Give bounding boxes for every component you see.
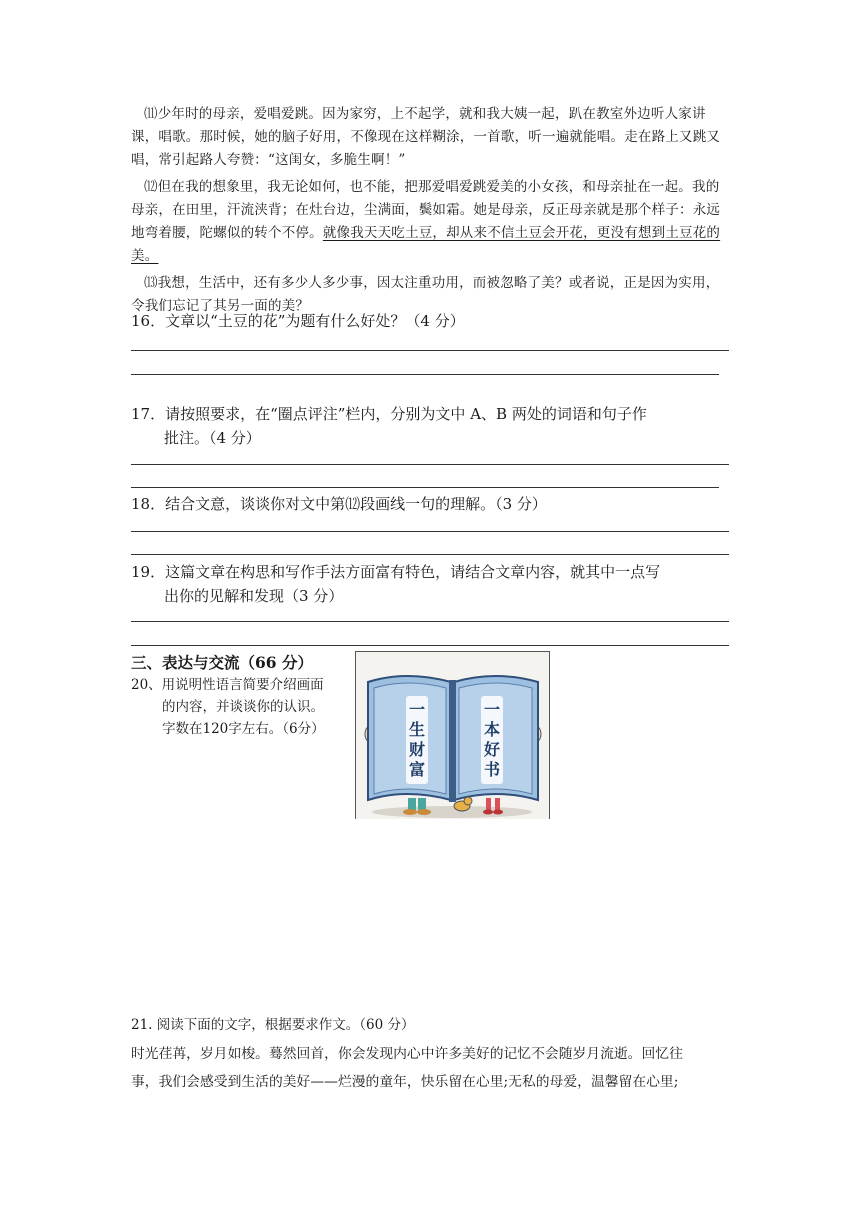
answer-line [131, 621, 729, 622]
question-16: 16．文章以“土豆的花”为题有什么好处？（4 分） [131, 312, 465, 330]
question-20 [131, 674, 351, 740]
left-page-text: 一生财富 [408, 700, 425, 779]
book-illustration-svg [356, 652, 549, 819]
answer-line [131, 464, 729, 465]
answer-line [131, 350, 729, 351]
question-20-line1: 20、用说明性语言简要介绍画面 [131, 677, 324, 693]
question-17 [131, 402, 741, 450]
book-illustration [355, 651, 550, 819]
question-21-line1: 时光荏苒，岁月如梭。蓦然回首，你会发现内心中许多美好的记忆不会随岁月流逝。回忆往 [131, 1046, 683, 1062]
question-19-line1: 19．这篇文章在构思和写作手法方面富有特色，请结合文章内容，就其中一点写 [131, 563, 661, 581]
question-18: 18．结合文意，谈谈你对文中第⑿段画线一句的理解。（3 分） [131, 495, 547, 513]
question-19-line2: 出你的见解和发现（3 分） [164, 587, 344, 605]
question-17-line1: 17．请按照要求，在“圈点评注”栏内，分别为文中 A、B 两处的词语和句子作 [131, 405, 647, 423]
question-19 [131, 560, 741, 608]
question-17-line2: 批注。（4 分） [164, 429, 261, 447]
question-21-title: 21. 阅读下面的文字，根据要求作文。（60 分） [131, 1017, 415, 1033]
section-3-heading: 三、表达与交流（66 分） [131, 653, 313, 672]
answer-line [131, 554, 729, 555]
paragraph-13: ⒀我想，生活中，还有多少人多少事，因太注重功用，而被忽略了美？或者说，正是因为实用，令我们忘记了其另一面的美？ [131, 275, 720, 314]
answer-line [131, 487, 719, 488]
right-page-text: 一本好书 [483, 700, 500, 779]
question-20-line2: 的内容，并谈谈你的认识。 [162, 699, 324, 715]
answer-line [131, 374, 719, 375]
paragraph-12-underlined-sentence: 就像我天天吃土豆，却从来不信土豆会开花，更没有想到土豆花的美。 [131, 225, 721, 264]
question-21-prompt [131, 1040, 741, 1096]
question-21-line2: 事，我们会感受到生活的美好——烂漫的童年，快乐留在心里;无私的母爱，温馨留在心里; [131, 1074, 679, 1090]
question-20-line3: 字数在120字左右。（6分） [162, 721, 325, 737]
answer-line [131, 531, 729, 532]
answer-line [131, 645, 729, 646]
paragraph-12 [131, 176, 731, 268]
paragraph-12-text: ⑿但在我的想象里，我无论如何，也不能，把那爱唱爱跳爱美的小女孩，和母亲扯在一起。我的母亲，在田里，汗流浃背；在灶台边，尘满面，鬓如霜。她是母亲，反正母亲就是那个样子：永远地弯着腰，陀螺似的转个不停。 [131, 179, 721, 241]
paragraph-11: ⑾少年时的母亲，爱唱爱跳。因为家穷，上不起学，就和我大姨一起，趴在教室外边听人家讲课，唱歌。那时候，她的脑子好用，不像现在这样糊涂，一首歌，听一遍就能唱。走在路上又跳又唱，常引起路人夸赞：“这闺女，多脆生啊！” [131, 106, 721, 168]
